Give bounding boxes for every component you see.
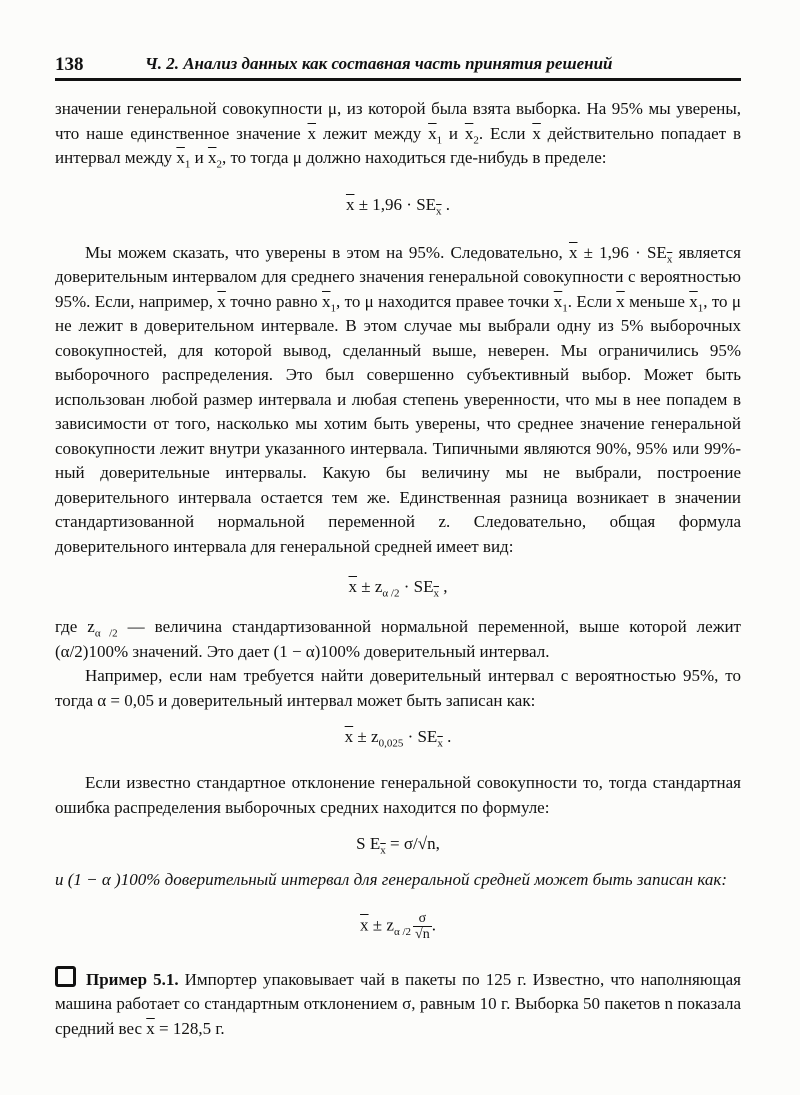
formula-interval-0025: $\overline{x} \pm z_{0,025} \cdot SE_{\overline{x}}$ . bbox=[344, 727, 452, 750]
example-paragraph: Пример 5.1. Импортер упаковывает чай в пакеты по 125 г. Известно, что наполняющая машина работает со стандартным отклонением σ, равным 10 г. Выборка 50 пакетов n показала средний вес $\overline{x} = 128,5$ г. bbox=[55, 966, 741, 1042]
paragraph-4: Например, если нам требуется найти доверительный интервал с вероятностью 95%, то тогда α = 0,05 и доверительный интервал может быть записан как: bbox=[55, 666, 741, 710]
paragraph-2: Мы можем сказать, что уверены в этом на 95%. Следовательно, $\overline{x} \pm 1,96 \cdot SE_{\overline{x}}$ является доверительным интервалом для среднего значения генеральной совокупности с вероятностью 95%. Если, например, $\overline{x}$ точно равно $\overline{x}_1$, то μ находится правее точки $\overline{x}_1$. Если $\overline{x}$ меньше $\overline{x}_1$, то μ не лежит в доверительном интервале. В этом случае мы выбрали одну из 5% выборочных совокупностей, для которой вывод, сделанный выше, неверен. Мы ограничились 95% выборочного распределения. Это был совершенно субъективный выбор. Может быть использован любой размер интервала и любая степень уверенности, что мы в нее попадем в зависимости от того, насколько мы хотим быть уверены, что среднее значение генеральной совокупности лежит внутри указанного интервала. Типичными являются 90%, 95% или 99%-ный доверительные интервалы. Какую бы величину мы не выбрали, построение доверительного интервала остается тем же. Единственная разница возникает в значении стандартизованной нормальной переменной z. Следовательно, общая формула доверительного интервала для генеральной средней имеет вид: bbox=[55, 242, 741, 556]
page-number: 138 bbox=[55, 54, 84, 75]
formula-general-interval: $\overline{x} \pm z_{\alpha /2} \cdot SE_{\overline{x}}$ , bbox=[348, 577, 448, 600]
paragraph-1: значении генеральной совокупности μ, из которой была взята выборка. На 95% мы уверены, что наше единственное значение $\overline{x}$ лежит между $\overline{x}_1$ и $\overline{x}_2$. Если $\overline{x}$ действительно попадает в интервал между $\overline{x}_1$ и $\overline{x}_2$, то тогда μ должно находиться где-нибудь в пределе: bbox=[55, 99, 742, 171]
formula-standard-error: S $E_{\overline{x}} = \sigma/√n$, bbox=[356, 834, 440, 857]
running-title: Ч. 2. Анализ данных как составная часть принятия решений bbox=[145, 54, 613, 73]
paragraph-3: где $z_{\alpha /2}$ — величина стандартизованной нормальной переменной, выше которой лежит (α/2)100% значений. Это дает (1 − α)100% доверительный интервал. bbox=[55, 617, 741, 661]
formula-interval-196: $\overline{x} \pm 1,96 \cdot SE_{\overline{x}}$ . bbox=[345, 194, 451, 217]
example-box-icon bbox=[55, 966, 76, 987]
formula-sigma-interval: $\overline{x} \pm z_{\alpha /2}$ $\frac{\sigma}{√n}$ . bbox=[360, 910, 436, 942]
page-header bbox=[55, 50, 741, 81]
fraction-sigma-over-sqrt-n: $\frac{\sigma}{√n}$ bbox=[415, 910, 430, 942]
paragraph-6: и (1 − α )100% доверительный интервал для генеральной средней может быть записан как: bbox=[55, 870, 727, 889]
page-body bbox=[55, 97, 741, 1041]
paragraph-5: Если известно стандартное отклонение генеральной совокупности то, тогда стандартная ошибка распределения выборочных средних находится по формуле: bbox=[55, 773, 741, 817]
example-heading: Пример 5.1. bbox=[86, 969, 179, 989]
